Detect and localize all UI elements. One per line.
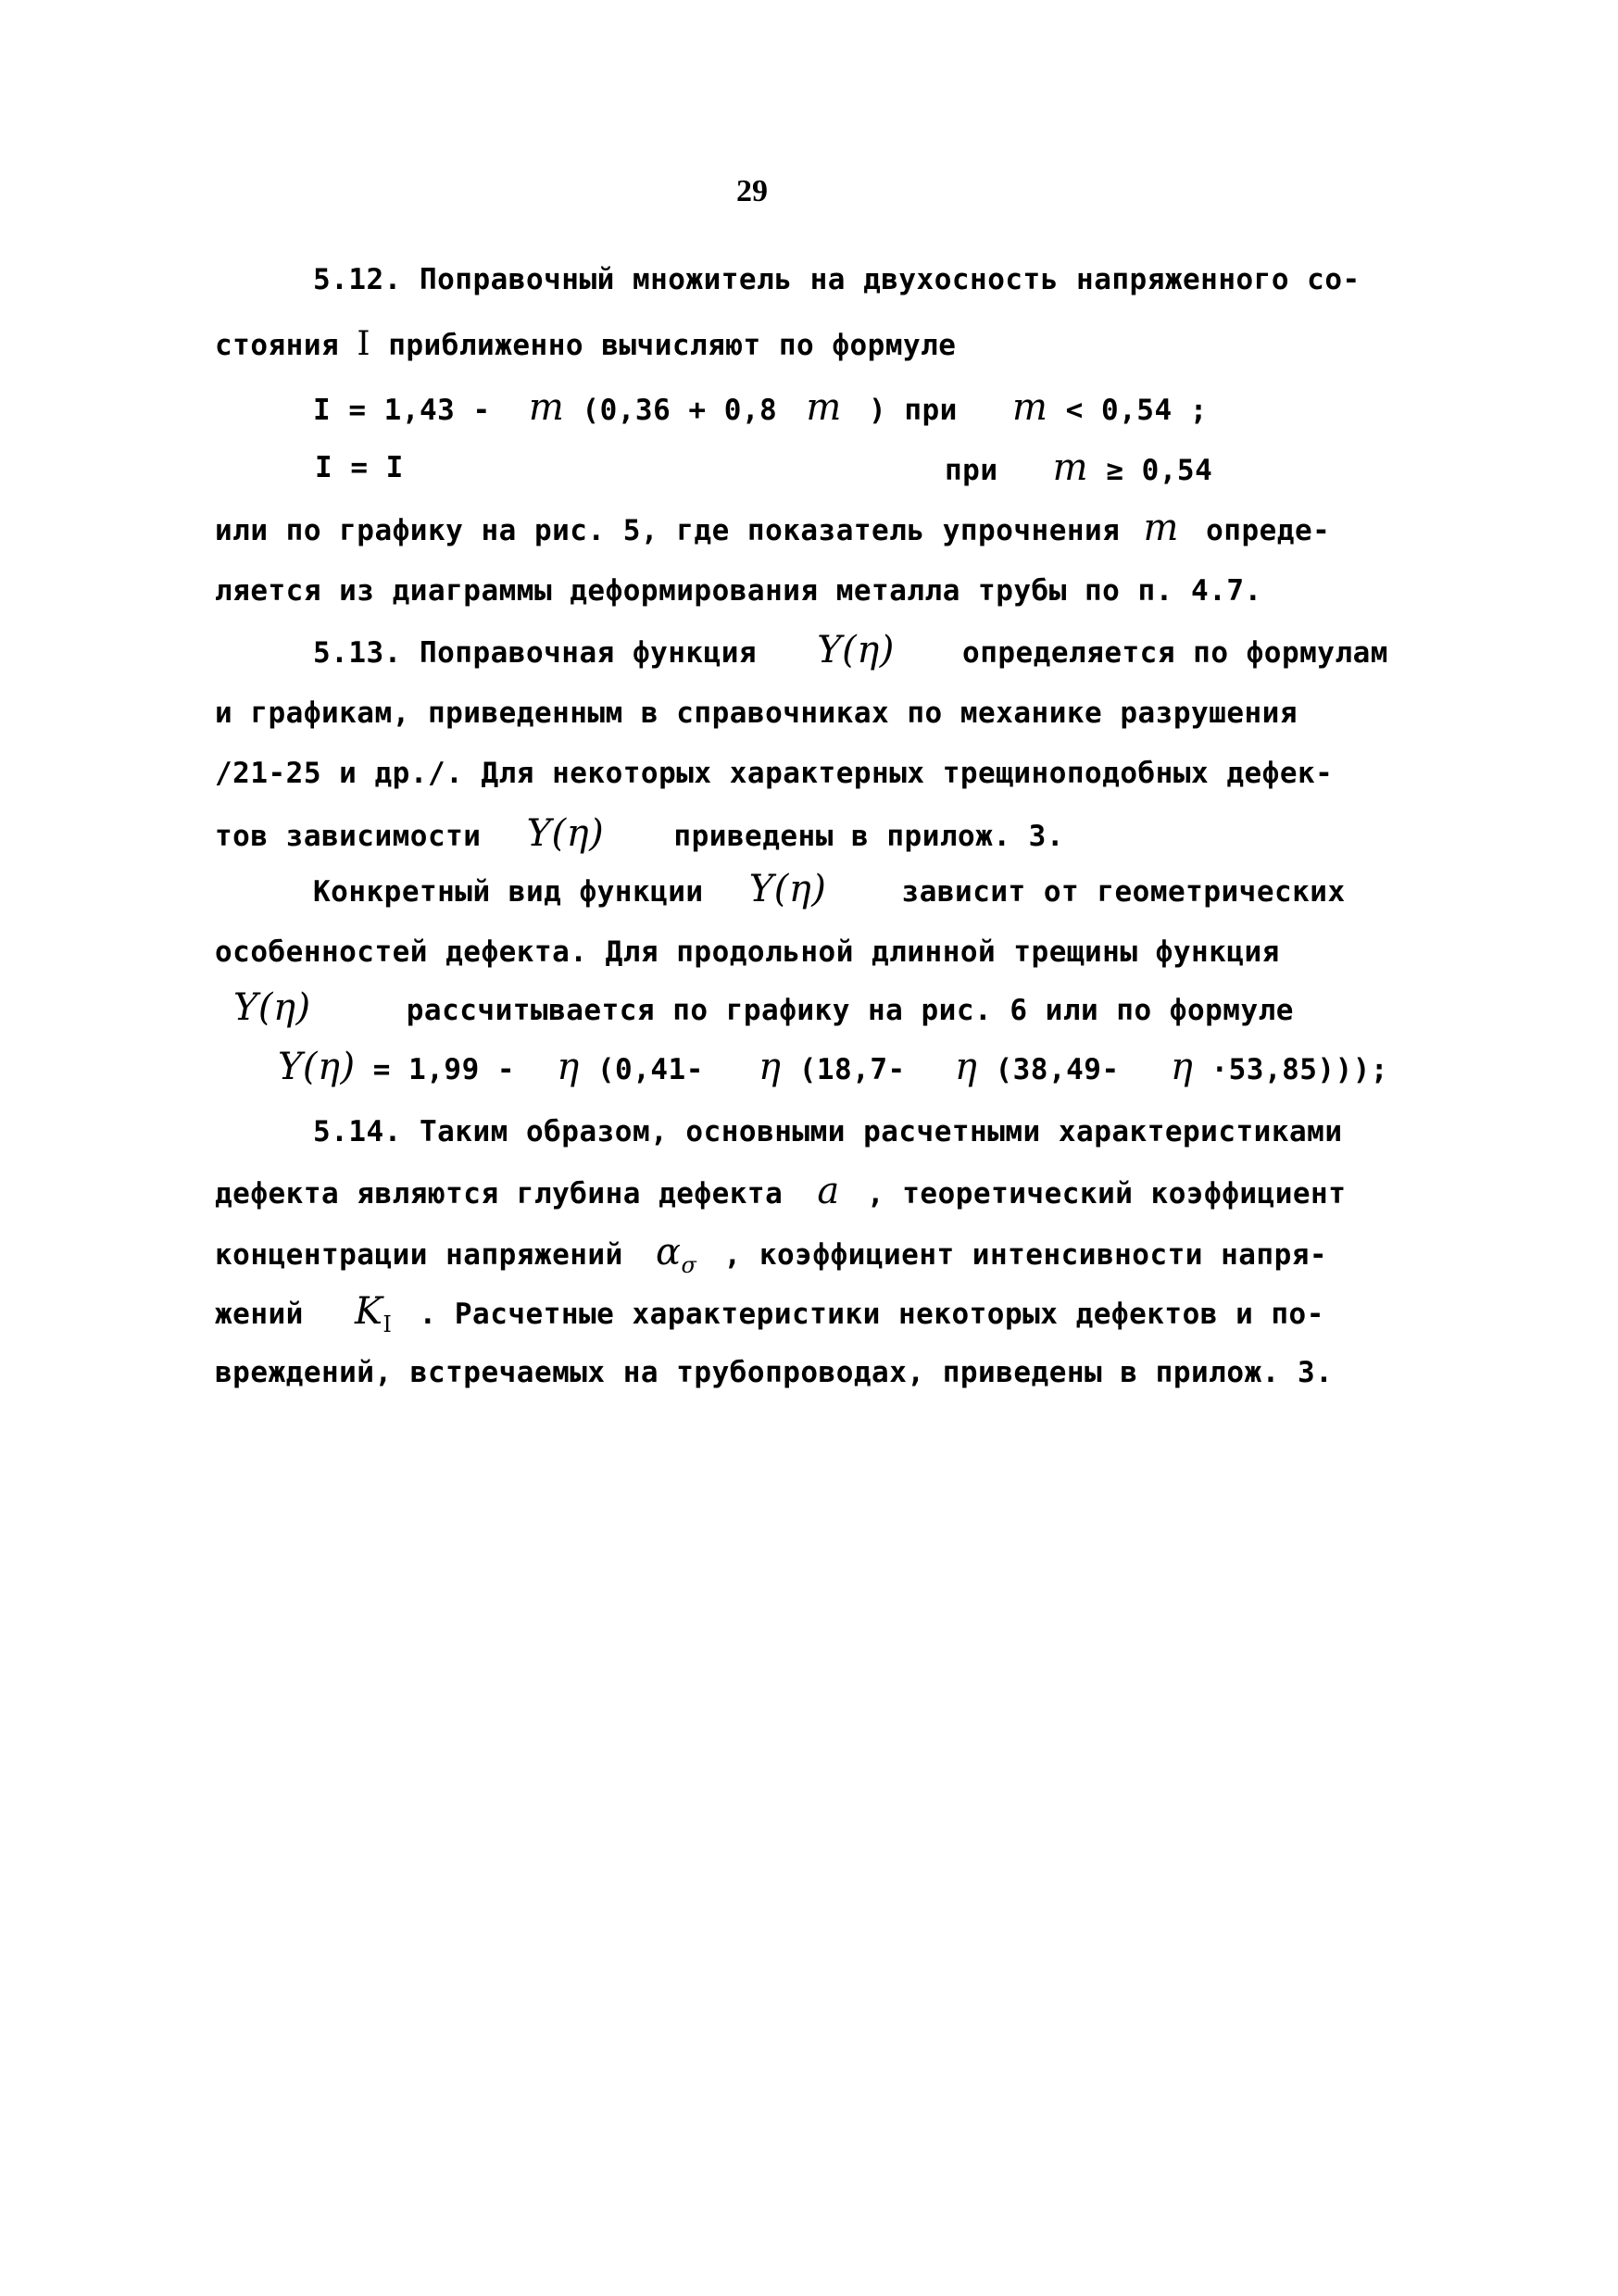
formula-Y-eta [278, 1048, 1388, 1088]
text: Конкретный вид функции [313, 875, 704, 909]
subscript-sigma: σ [681, 1252, 697, 1278]
page-number: 29 [736, 174, 768, 208]
text: ·53,85))); [1210, 1053, 1389, 1086]
sec-5-14-line-1: 5.14. Таким образом, основными расчетными характеристиками [313, 1115, 1343, 1148]
text: жений [215, 1298, 304, 1331]
text: , теоретический коэффициент [866, 1177, 1347, 1211]
symbol-eta: η [954, 1046, 978, 1088]
text: ≥ 0,54 [1106, 454, 1213, 487]
text: приближенно вычисляют по формуле [388, 329, 957, 362]
function-Y-eta: Y(η) [233, 986, 311, 1029]
symbol-m: m [1012, 386, 1048, 429]
text: рассчитывается по графику на рис. 6 или по формуле [406, 994, 1294, 1027]
text: стояния [215, 329, 340, 362]
sec-5-13-line-3: /21-25 и др./. Для некоторых характерных трещиноподобных дефек- [215, 757, 1334, 790]
sec-5-12-line-4: ляется из диаграммы деформирования металла трубы по п. 4.7. [215, 574, 1262, 608]
formula-I-2 [315, 449, 404, 486]
sec-5-13-line-5 [313, 868, 1346, 910]
sec-5-12-line-2 [215, 326, 956, 364]
symbol-alpha: α [655, 1231, 682, 1273]
sec-5-13-line-6: особенностей дефекта. Для продольной длинной трещины функция [215, 935, 1280, 969]
symbol-K: K [355, 1290, 383, 1333]
symbol-eta: η [557, 1046, 580, 1088]
text: концентрации напряжений [215, 1238, 623, 1272]
function-Y-eta: Y(η) [278, 1046, 356, 1088]
text: ) при [869, 394, 958, 427]
symbol-alpha-sigma [655, 1231, 697, 1278]
text: опреде- [1206, 514, 1331, 547]
text: (0,36 + 0,8 [582, 394, 778, 427]
sec-5-14-line-5: вреждений, встречаемых на трубопроводах, приведены в прилож. 3. [215, 1356, 1334, 1389]
text: тов зависимости [215, 820, 482, 853]
sec-5-13-line-7 [233, 986, 1294, 1029]
text: I = 1,43 - [313, 394, 491, 427]
sec-5-12-line-3 [215, 509, 1330, 549]
text: (18,7- [798, 1053, 906, 1086]
sec-5-13-line-4 [215, 812, 1065, 855]
text: 5.13. Поправочная функция [313, 636, 758, 670]
sec-5-13-line-2: и графикам, приведенным в справочниках по механике разрушения [215, 696, 1298, 730]
symbol-m: m [1143, 507, 1179, 549]
formula-I-1 [313, 386, 1208, 429]
sec-5-14-line-2 [215, 1170, 1347, 1212]
symbol-m: m [1052, 446, 1089, 489]
text: (0,41- [596, 1053, 704, 1086]
formula-I-2-condition [945, 446, 1213, 489]
text: I = I [315, 451, 404, 484]
text: определяется по формулам [962, 636, 1388, 670]
function-Y-eta: Y(η) [526, 812, 605, 855]
text: (38,49- [995, 1053, 1120, 1086]
symbol-a: a [817, 1170, 840, 1212]
text: дефекта являются глубина дефекта [215, 1177, 784, 1211]
sec-5-13-line-1 [313, 629, 1388, 671]
sec-5-12-line-1: 5.12. Поправочный множитель на двухосность напряженного со- [313, 263, 1361, 296]
symbol-I: I [357, 325, 371, 363]
symbol-m: m [528, 386, 565, 429]
symbol-m: m [806, 386, 842, 429]
function-Y-eta: Y(η) [748, 868, 827, 910]
text: = 1,99 - [372, 1053, 516, 1086]
text: при [945, 454, 998, 487]
text: . Расчетные характеристики некоторых дефектов и по- [419, 1298, 1324, 1331]
text: зависит от геометрических [901, 875, 1346, 909]
sec-5-14-line-3 [215, 1231, 1328, 1284]
text: приведены в прилож. 3. [673, 820, 1065, 853]
sec-5-14-line-4 [215, 1290, 1324, 1343]
symbol-K-I [355, 1290, 393, 1337]
function-Y-eta: Y(η) [817, 629, 895, 671]
text: < 0,54 ; [1065, 394, 1208, 427]
symbol-eta: η [759, 1046, 782, 1088]
symbol-eta: η [1170, 1046, 1194, 1088]
text: или по графику на рис. 5, где показатель упрочнения [215, 514, 1121, 547]
text: , коэффициент интенсивности напря- [723, 1238, 1328, 1272]
subscript-I: I [383, 1311, 393, 1337]
